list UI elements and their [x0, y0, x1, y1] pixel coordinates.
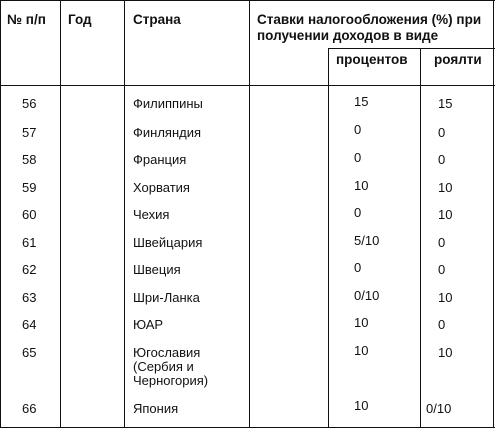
col-divider-5	[420, 48, 421, 428]
col-divider-1	[60, 0, 61, 428]
cell-interest: 0	[354, 122, 362, 137]
cell-interest: 15	[354, 94, 369, 109]
cell-num: 56	[22, 96, 37, 111]
cell-num: 59	[22, 180, 37, 195]
cell-interest: 0	[354, 260, 362, 275]
cell-royalty: 0	[438, 262, 446, 277]
cell-country: Швейцария	[133, 235, 203, 250]
cell-interest: 0	[354, 205, 362, 220]
cell-country: Финляндия	[133, 125, 202, 140]
cell-country: Франция	[133, 152, 187, 167]
header-country: Страна	[133, 12, 181, 27]
header-royalty: роялти	[434, 52, 482, 67]
table-top-border	[0, 0, 495, 1]
cell-country: Чехия	[133, 207, 170, 222]
cell-num: 58	[22, 152, 37, 167]
cell-royalty: 10	[438, 207, 453, 222]
header-year: Год	[68, 12, 92, 27]
cell-royalty: 0	[438, 235, 446, 250]
table-left-border	[0, 0, 1, 428]
header-num: № п/п	[7, 12, 46, 27]
col-divider-2	[124, 0, 125, 428]
cell-country: Шри-Ланка	[133, 290, 200, 305]
cell-country: Япония	[133, 401, 179, 416]
cell-royalty: 0/10	[426, 401, 452, 416]
cell-country: ЮАР	[133, 317, 164, 332]
cell-num: 63	[22, 290, 37, 305]
cell-royalty: 0	[438, 152, 446, 167]
cell-num: 57	[22, 125, 37, 140]
cell-num: 60	[22, 207, 37, 222]
cell-royalty: 10	[438, 180, 453, 195]
cell-royalty: 10	[438, 290, 453, 305]
cell-interest: 10	[354, 315, 369, 330]
cell-interest: 0/10	[354, 288, 380, 303]
header-rates-group: Ставки налогообложения (%) при получении доходов в виде	[257, 12, 482, 43]
cell-country: Филиппины	[133, 96, 203, 111]
cell-country: Хорватия	[133, 180, 190, 195]
cell-num: 64	[22, 317, 37, 332]
cell-royalty: 0	[438, 125, 446, 140]
cell-interest: 0	[354, 150, 362, 165]
cell-country: Швеция	[133, 262, 181, 277]
col-divider-4	[328, 48, 329, 428]
cell-num: 62	[22, 262, 37, 277]
cell-royalty: 0	[438, 317, 446, 332]
cell-interest: 10	[354, 178, 369, 193]
subheader-divider	[328, 48, 495, 49]
cell-interest: 5/10	[354, 233, 380, 248]
cell-interest: 10	[354, 343, 369, 358]
cell-royalty: 10	[438, 345, 453, 360]
cell-num: 65	[22, 345, 37, 360]
col-divider-3	[249, 0, 250, 428]
cell-num: 66	[22, 401, 37, 416]
cell-royalty: 15	[438, 96, 453, 111]
cell-num: 61	[22, 235, 37, 250]
header-interest: процентов	[336, 52, 408, 67]
table-right-border	[493, 0, 494, 428]
cell-country: Югославия (Сербия и Черногория)	[133, 345, 209, 388]
cell-interest: 10	[354, 398, 369, 413]
